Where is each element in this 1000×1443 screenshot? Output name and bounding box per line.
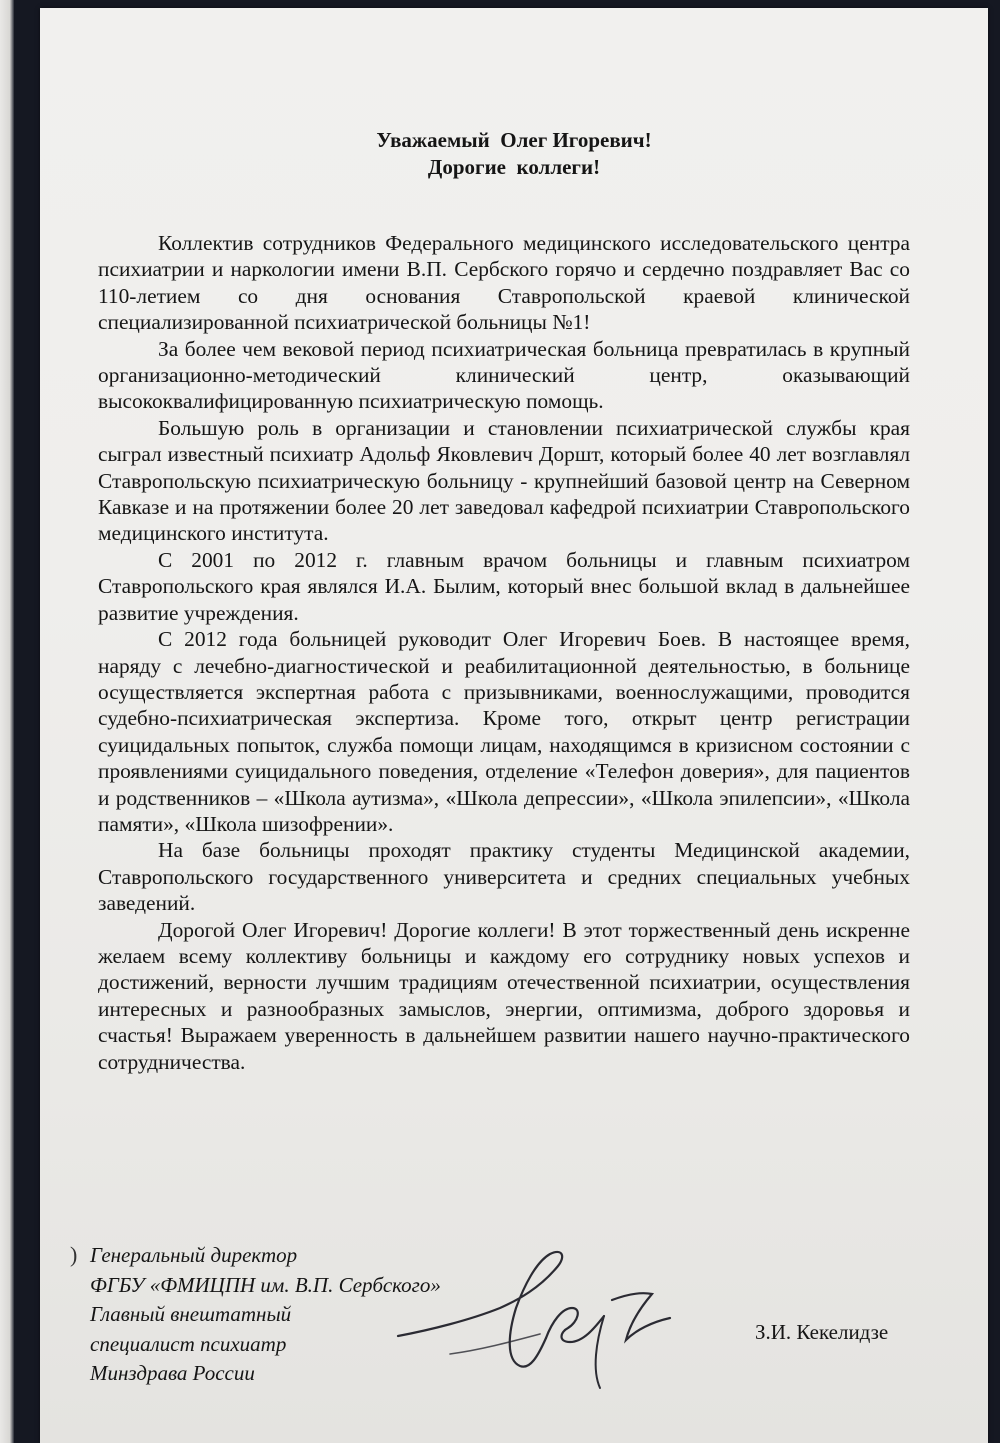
paragraph: С 2012 года больницей руководит Олег Игоревич Боев. В настоящее время, наряду с лечебно-диагностической и реабилитационной деятельностью, в больнице осуществляется экспертная работа с призывниками, военнослужащими, проводится судебно-психиатрическая экспертиза. Кроме того, открыт центр регистрации суицидальных попыток, служба помощи лицам, находящимся в кризисном состоянии с проявлениями суицидального поведения, отделение «Телефон доверия», для пациентов и родственников – «Школа аутизма», «Школа депрессии», «Школа эпилепсии», «Школа памяти», «Школа шизофрении». (98, 627, 910, 836)
letter-body (98, 230, 910, 1075)
signer-title-line: Минздрава России (90, 1361, 255, 1385)
paragraph: Коллектив сотрудников Федерального медицинского исследовательского центра психиатрии и наркологии имени В.П. Сербского горячо и сердечно поздравляет Вас со 110-летием со дня основания Ставропольской краевой клинической специализированной психиатрической больницы №1! (98, 231, 910, 335)
margin-mark: ) (70, 1242, 78, 1267)
greeting-line-2: Дорогие коллеги! (427, 155, 601, 179)
signer-name: З.И. Кекелидзе (755, 1320, 889, 1344)
paragraph: На базе больницы проходят практику студенты Медицинской академии, Ставропольского государственного университета и средних специальных учебных заведений. (98, 838, 910, 916)
handwritten-signature (390, 1238, 680, 1398)
paragraph: За более чем вековой период психиатрическая больница превратилась в крупный организационно-методический клинический центр, оказывающий высококвалифицированную психиатрическую помощь. (98, 336, 910, 414)
paragraph: Дорогой Олег Игоревич! Дорогие коллеги! В этот торжественный день искренне желаем всему коллективу больницы и каждому его сотруднику новых успехов и достижений, верности лучшим традициям отечественной психиатрии, осуществления интересных и разнообразных замыслов, энергии, оптимизма, доброго здоровья и счастья! Выражаем уверенность в дальнейшем развитии нашего научно-практического сотрудничества. (98, 917, 910, 1074)
signer-title-line: ФГБУ «ФМИЦПН им. В.П. Сербского» (90, 1272, 441, 1297)
signer-title-line: Главный внештатный (90, 1302, 292, 1326)
facing-page-edge (0, 0, 14, 1443)
paragraph: С 2001 по 2012 г. главным врачом больницы и главным психиатром Ставропольского края являлся И.А. Былим, который внес большой вклад в дальнейшее развитие учреждения. (98, 547, 910, 625)
greeting-line-1: Уважаемый Олег Игоревич! (376, 128, 652, 152)
letter-sheet (40, 8, 988, 1443)
signer-title-line: специалист психиатр (90, 1331, 287, 1356)
paragraph: Большую роль в организации и становлении психиатрической службы края сыграл известный психиатр Адольф Яковлевич Доршт, который более 40 лет возглавлял Ставропольскую психиатрическую больницу - крупнейший базовой центр на Северном Кавказе и на протяжении более 20 лет заведовал кафедрой психиатрии Ставропольского медицинского института. (98, 415, 910, 546)
signer-title-line: Генеральный директор (90, 1243, 298, 1267)
